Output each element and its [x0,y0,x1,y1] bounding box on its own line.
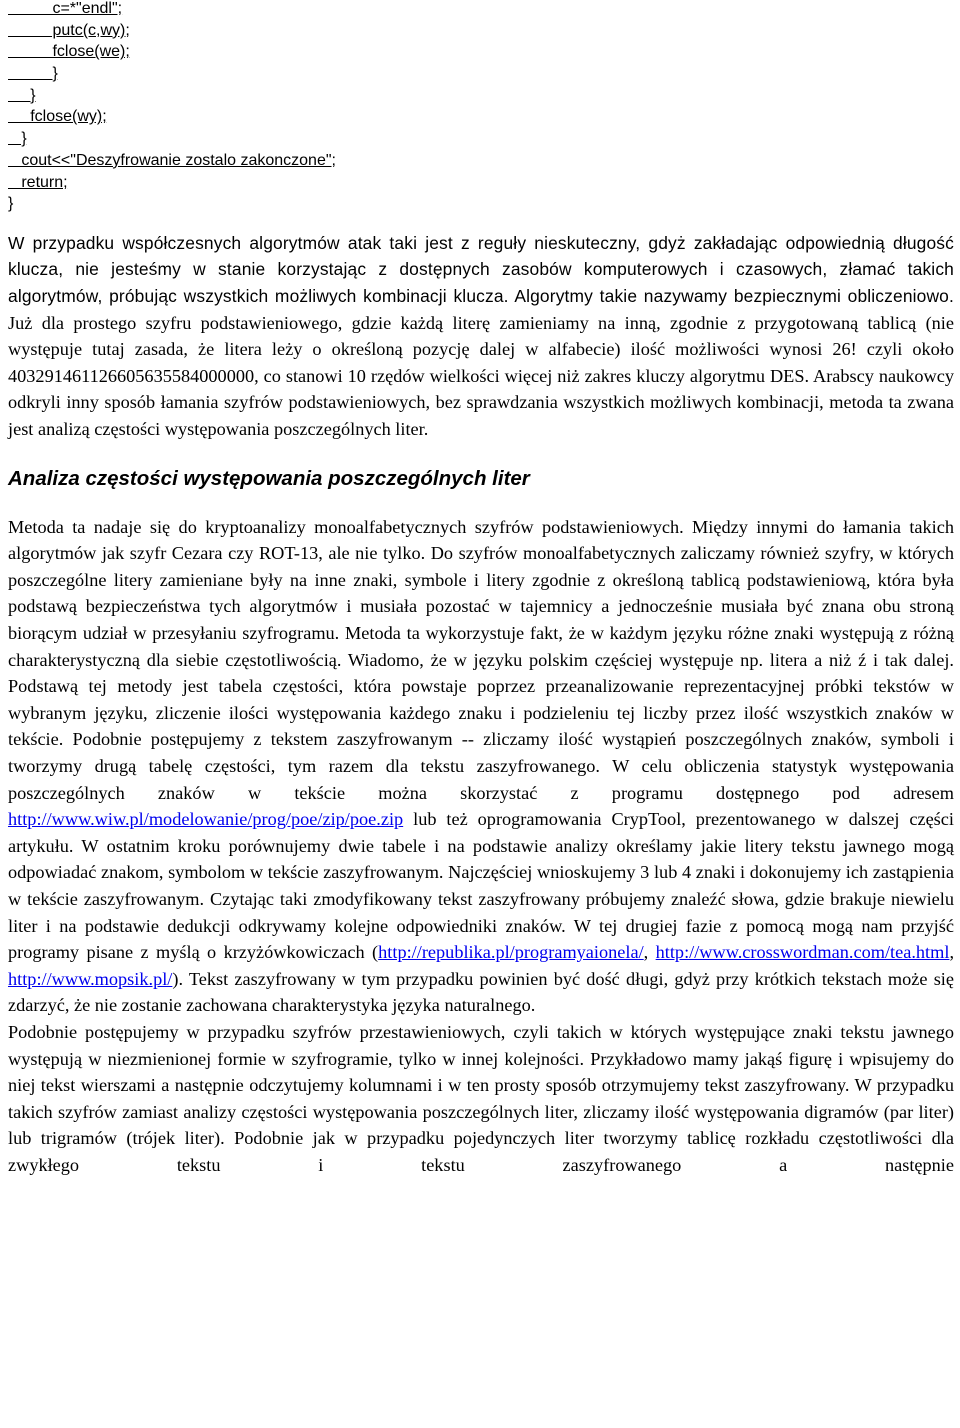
code-line: c=*"endl"; [8,0,123,17]
link-mopsik[interactable]: http://www.mopsik.pl/ [8,968,173,989]
document-page [8,0,954,1178]
link-poe-zip[interactable]: http://www.wiw.pl/modelowanie/prog/poe/zip/poe.zip [8,809,404,830]
code-line: } [8,130,27,148]
code-line: } [8,86,36,104]
link-crosswordman[interactable]: http://www.crosswordman.com/tea.html [655,942,950,963]
paragraph-text: lub też oprogramowania CrypTool, prezentowanego w dalszej części artykułu. W ostatnim kroku porównujemy dwie tabele i na podstawie analizy określamy jakie litery tekstu jawnego mogą odpowiadać znakom, symbolom w tekście zaszyfrowanym. Najczęściej wnioskujemy 3 lub 4 znaki i dokonujemy ich zastąpienia w tekście zaszyfrowanym. Czytając taki zmodyfikowany tekst zaszyfrowany próbujemy znaleźć słowa, gdzie brakuje niewielu liter i na podstawie dedukcji odkrywamy kolejne odpowiedniki znaków. W tej drugiej fazie z pomocą mogą nam przyjść programy pisane z myślą o krzyżówkowiczach ( [8,809,954,963]
paragraph-transposition: Podobnie postępujemy w przypadku szyfrów przestawieniowych, czyli takich w których występujące znaki tekstu jawnego występują w niezmienionej formie w szyfrogramie, tylko w innej kolejności. Przykładowo mamy jakąś figurę i wpisujemy do niej tekst wierszami a następnie odczytujemy kolumnami i w ten prosty sposób otrzymujemy tekst zaszyfrowany. W przypadku takich szyfrów zamiast analizy częstości występowania poszczególnych liter, zliczamy ilość występowania digramów (par liter) lub trigramów (trójek liter). Podobnie jak w przypadku pojedynczych liter tworzymy tablicę rozkładu częstotliwości dla zwykłego tekstu i tekstu zaszyfrowanego a następnie [8,1021,954,1175]
paragraph-text: Metoda ta nadaje się do kryptoanalizy monoalfabetycznych szyfrów podstawieniowych. Między innymi do łamania takich algorytmów jak szyfr Cezara czy ROT-13, ale nie tylko. Do szyfrów monoalfabetycznych zaliczamy również szyfry, w których poszczególne litery zamieniane były na inne znaki, symbole i litery zgodnie z określoną tablicą podstawieniową, która była podstawą bezpieczeństwa tych algorytmów i musiała pozostać w tajemnicy a jednocześnie musiała być znana obu stroną biorącym udział w przesyłaniu szyfrogramu. Metoda ta wykorzystuje fakt, że w każdym języku różne znaki występują z różną charakterystyczną dla siebie częstotliwością. Wiadomo, że w języku polskim częściej występuje np. litera a niż ź i tak dalej. Podstawą tej metody jest tabela częstości, która powstaje poprzez przeanalizowanie reprezentacyjnej próbki tekstów w wybranym języku, zliczenie ilości występowania każdego znaku i podzieleniu tej liczby przez ilość wszystkich znaków w tekście. Podobnie postępujemy z tekstem zaszyfrowanym -- zliczamy ilość wystąpień poszczególnych znaków, symboli i tworzymy drugą tabelę częstości, tym razem dla tekstu zaszyfrowanego. W celu obliczenia statystyk występowania poszczególnych znaków w tekście można skorzystać z programu dostępnego pod adresem [8,516,954,803]
separator: , [949,942,955,963]
code-line: } [8,195,14,213]
paragraph-sans-part: W przypadku współczesnych algorytmów atak taki jest z reguły nieskuteczny, gdyż zakładając odpowiednią długość klucza, nie jesteśmy w stanie korzystając z dostępnych zasobów komputerowych i czasowych, złamać takich algorytmów, próbując wszystkich możliwych kombinacji klucza. Algorytmy takie nazywamy bezpiecznymi obliczeniowo. [8,232,954,307]
code-line: } [8,65,58,83]
paragraph-serif-part: Już dla prostego szyfru podstawieniowego, gdzie każdą literę zamieniamy na inną, zgodnie z przygotowaną tablicą (nie występuje tutaj zasada, że litera leży o określoną pozycję dalej w alfabecie) ilość możliwości wynosi 26! czyli około 403291461126605635584000000, co stanowi 10 rzędów wielkości więcej niż zakres kluczy algorytmu DES. Arabscy naukowcy odkryli inny sposób łamania szyfrów podstawieniowych, bez sprawdzania wszystkich możliwych kombinacji, metoda ta zwana jest analizą częstości występowania poszczególnych liter. [8,312,954,440]
code-line: return; [8,173,68,191]
link-republika[interactable]: http://republika.pl/programyaionela/ [378,942,644,963]
paragraph-text: ). Tekst zaszyfrowany w tym przypadku powinien być dość długi, gdyż przy krótkich tekstach może się zdarzyć, że nie zostanie zachowana charakterystyka języka naturalnego. [8,968,954,1016]
section-heading: Analiza częstości występowania poszczególnych liter [8,466,530,490]
code-line: cout<<"Deszyfrowanie zostalo zakonczone"; [8,151,336,169]
code-line: fclose(wy); [8,108,107,126]
paragraph-attacks [8,230,954,443]
code-block [8,0,954,215]
paragraph-frequency-analysis [8,514,954,1019]
code-line: fclose(we); [8,43,130,61]
code-line: putc(c,wy); [8,21,130,39]
separator: , [643,942,656,963]
